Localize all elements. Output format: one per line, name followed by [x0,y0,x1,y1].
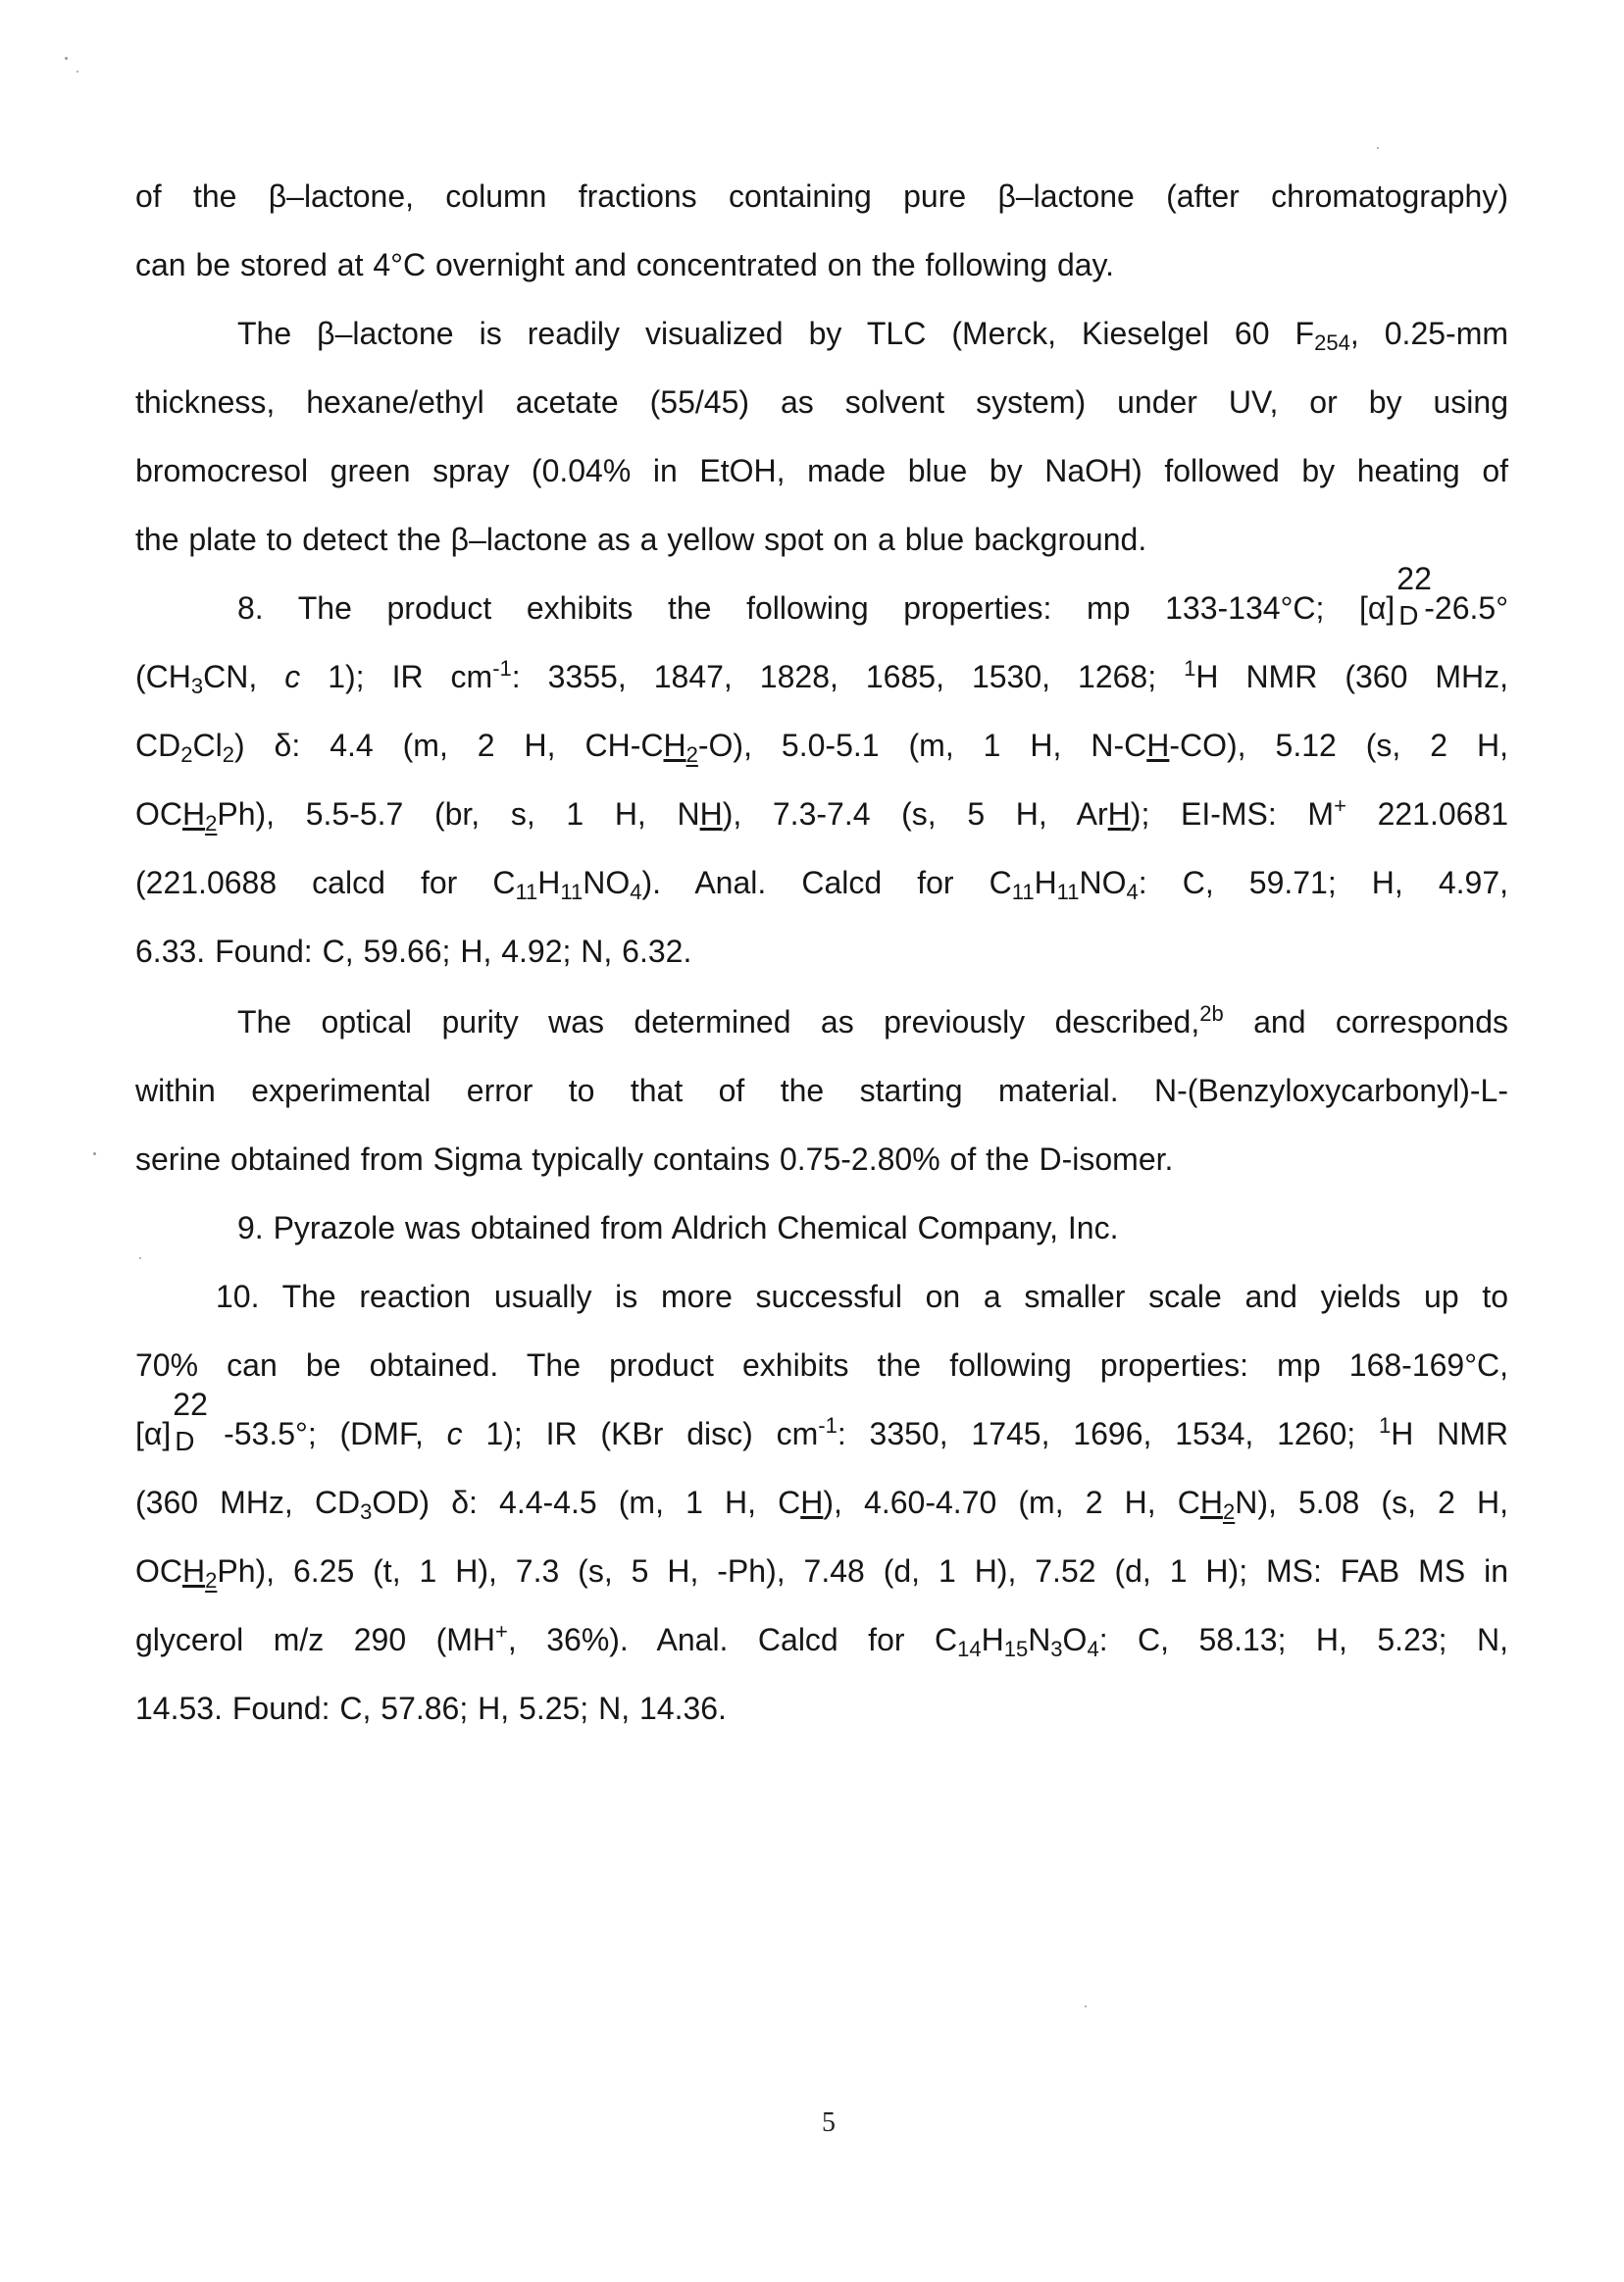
note-10-line: 10. The reaction usually is more successful on a smaller scale and yields up to [216,1279,1508,1314]
page-number: 5 [822,2107,836,2138]
text-line: within experimental error to that of the starting material. N-(Benzyloxycarbonyl)-L- [135,1073,1508,1108]
text-line: of the β–lactone, column fractions containing pure β–lactone (after chromatography) [135,178,1508,214]
text-line: (360 MHz, $CD_3OD$) δ: 4.4-4.5 (m, 1 H, CH), 4.60-4.70 (m, 2 H, $CH_2N$), 5.08 (s, 2 H, [135,1485,1509,1524]
text-line: $CD_2Cl_2$) δ: 4.4 (m, 2 H, $CH-CH_2-O$), 5.0-5.1 (m, 1 H, N-CH-CO), 5.12 (s, 2 H, [135,728,1509,767]
scan-speck [93,1152,96,1155]
optical-rotation-notation: 22 D [1396,561,1432,631]
text-line: thickness, hexane/ethyl acetate (55/45) as solvent system) under UV, or by using [135,384,1508,420]
note-9-line: 9. Pyrazole was obtained from Aldrich Chemical Company, Inc. [237,1210,1119,1245]
text-line: (221.0688 calcd for $C_{11}H_{11}NO_4$). Anal. Calcd for $C_{11}H_{11}NO_4$: C, 59.71; H, 4.97, [135,865,1509,904]
text-line: can be stored at 4°C overnight and concentrated on the following day. [135,247,1115,282]
text-line: 70% can be obtained. The product exhibits the following properties: mp 168-169°C, [135,1347,1508,1383]
text-line: $OCH_2Ph$), 5.5-5.7 (br, s, 1 H, NH), 7.3-7.4 (s, 5 H, ArH); EI-MS: M+ 221.0681 [135,793,1509,836]
text-line: glycerol m/z 290 (MH+, 36%). Anal. Calcd for $C_{14}H_{15}N_3O_4$: C, 58.13; H, 5.23; N, [135,1619,1509,1661]
note-8-line: 8. The product exhibits the following properties: mp 133-134°C; [α] 22 D -26.5° [237,561,1508,631]
text-line: serine obtained from Sigma typically contains 0.75-2.80% of the D-isomer. [135,1141,1174,1177]
scan-speck [139,1257,141,1259]
text-line: bromocresol green spray (0.04% in EtOH, made blue by NaOH) followed by heating of [135,453,1508,488]
scan-speck [1377,147,1379,149]
optical-rotation-notation: 22 D [173,1387,208,1456]
text-line: The optical purity was determined as previously described,$^{2b}$ and corresponds [237,1001,1509,1040]
text-line: The β–lactone is readily visualized by TLC (Merck, Kieselgel 60 $F_{254}$, 0.25-mm [237,316,1509,355]
scan-speck [65,57,68,60]
text-line: 14.53. Found: C, 57.86; H, 5.25; N, 14.36. [135,1691,727,1726]
text-line: [α] 22 D -53.5°; (DMF, c 1); IR (KBr disc) $cm^{-1}$: 3350, 1745, 1696, 1534, 1260; $^1$H NMR [135,1387,1509,1456]
scan-speck [76,71,78,73]
text-line: 6.33. Found: C, 59.66; H, 4.92; N, 6.32. [135,934,692,969]
text-line: $OCH_2Ph$), 6.25 (t, 1 H), 7.3 (s, 5 H, -Ph), 7.48 (d, 1 H), 7.52 (d, 1 H); MS: FAB MS in [135,1553,1508,1593]
text-line: ($CH_3CN$, c 1); IR $cm^{-1}$: 3355, 1847, 1828, 1685, 1530, 1268; $^1$H NMR (360 MHz, [135,656,1509,698]
text-line: the plate to detect the β–lactone as a yellow spot on a blue background. [135,522,1147,557]
scan-speck [1085,2005,1087,2007]
